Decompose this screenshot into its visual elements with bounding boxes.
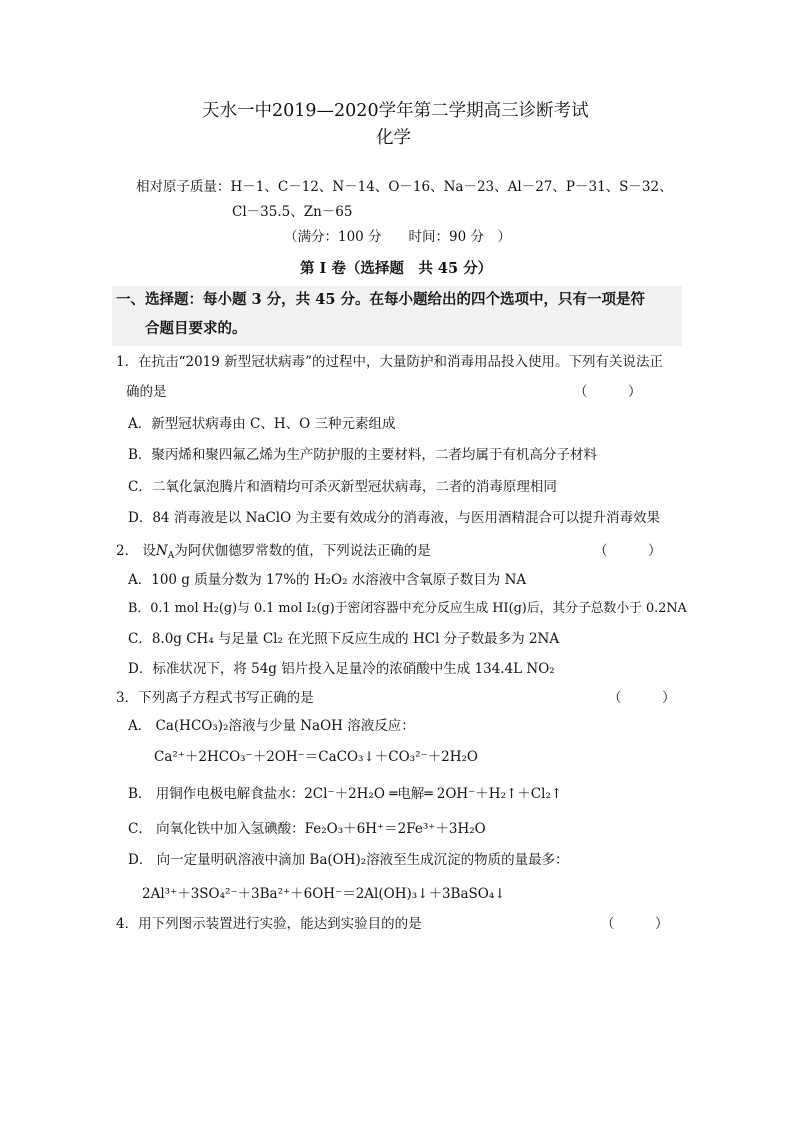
question-3-option-d-equation: 2Al³⁺＋3SO₄²⁻＋3Ba²⁺＋6OH⁻＝2Al(OH)₃↓＋3BaSO₄↓ bbox=[142, 886, 506, 902]
question-1-stem-line2: 确的是 bbox=[126, 384, 167, 400]
question-2-stem-rest: 为阿伏伽德罗常数的值，下列说法正确的是 bbox=[174, 543, 431, 559]
atomic-masses-line2: Cl－35.5、Zn－65 bbox=[232, 204, 353, 220]
question-3-option-c: C． 向氧化铁中加入氢碘酸：Fe₂O₃＋6H⁺＝2Fe³⁺＋3H₂O bbox=[128, 821, 486, 837]
question-3-option-b: B． 用铜作电极电解食盐水：2Cl⁻＋2H₂O ═电解═ 2OH⁻＋H₂↑＋Cl₂↑ bbox=[128, 786, 563, 802]
section-instruction-line1: 一、选择题：每小题 3 分，共 45 分。在每小题给出的四个选项中，只有一项是符 bbox=[116, 291, 645, 308]
question-3-option-d: D． 向一定量明矾溶液中滴加 Ba(OH)₂溶液至生成沉淀的物质的量最多： bbox=[128, 852, 569, 868]
section-instruction-line2: 合题目要求的。 bbox=[145, 320, 247, 337]
question-2-answer-paren: （ ） bbox=[594, 543, 662, 559]
question-2-option-c: C．8.0g CH₄ 与足量 Cl₂ 在光照下反应生成的 HCl 分子数最多为 2NA bbox=[128, 631, 560, 647]
question-2-stem-start: 2． 设 bbox=[116, 543, 156, 559]
question-2-option-d: D．标准状况下，将 54g 铝片投入足量冷的浓硝酸中生成 134.4L NO₂ bbox=[128, 661, 555, 677]
question-3-option-a: A． Ca(HCO₃)₂溶液与少量 NaOH 溶液反应： bbox=[128, 718, 415, 734]
question-4-stem: 4．用下列图示装置进行实验，能达到实验目的的是 bbox=[116, 916, 422, 932]
question-2-option-b: B．0.1 mol H₂(g)与 0.1 mol I₂(g)于密闭容器中充分反应生成 HI(g)后，其分子总数小于 0.2NA bbox=[128, 601, 687, 616]
question-1-option-d: D．84 消毒液是以 NaClO 为主要有效成分的消毒液，与医用酒精混合可以提升消毒效果 bbox=[128, 510, 660, 526]
question-1-answer-paren: （ ） bbox=[574, 384, 642, 400]
question-3-answer-paren: （ ） bbox=[608, 690, 676, 706]
question-1-option-a: A．新型冠状病毒由 C、H、O 三种元素组成 bbox=[128, 416, 396, 432]
na-symbol: N bbox=[155, 543, 168, 559]
question-1-option-b: B．聚丙烯和聚四氟乙烯为生产防护服的主要材料，二者均属于有机高分子材料 bbox=[128, 447, 597, 463]
exam-subject: 化学 bbox=[376, 128, 411, 148]
question-1-stem-line1: 1．在抗击“2019 新型冠状病毒”的过程中，大量防护和消毒用品投入使用。下列有关说法正 bbox=[116, 354, 664, 370]
question-2-option-a: A．100 g 质量分数为 17%的 H₂O₂ 水溶液中含氧原子数目为 NA bbox=[128, 572, 527, 588]
section-title: 第 I 卷（选择题 共 45 分） bbox=[300, 260, 493, 277]
na-subscript: A bbox=[167, 551, 175, 561]
question-4-answer-paren: （ ） bbox=[601, 916, 669, 932]
question-1-option-c: C．二氧化氯泡腾片和酒精均可杀灭新型冠状病毒，二者的消毒原理相同 bbox=[128, 479, 557, 495]
atomic-masses-line1: 相对原子质量：H－1、C－12、N－14、O－16、Na－23、Al－27、P－31、S－32、 bbox=[136, 179, 673, 195]
question-3-option-a-equation: Ca²⁺＋2HCO₃⁻＋2OH⁻＝CaCO₃↓＋CO₃²⁻＋2H₂O bbox=[154, 749, 478, 765]
question-2-stem bbox=[116, 545, 431, 561]
score-time-note: （满分：100 分 时间：90 分 ） bbox=[284, 229, 512, 245]
question-3-stem: 3．下列离子方程式书写正确的是 bbox=[116, 690, 314, 706]
exam-title: 天水一中2019—2020学年第二学期高三诊断考试 bbox=[202, 101, 589, 121]
